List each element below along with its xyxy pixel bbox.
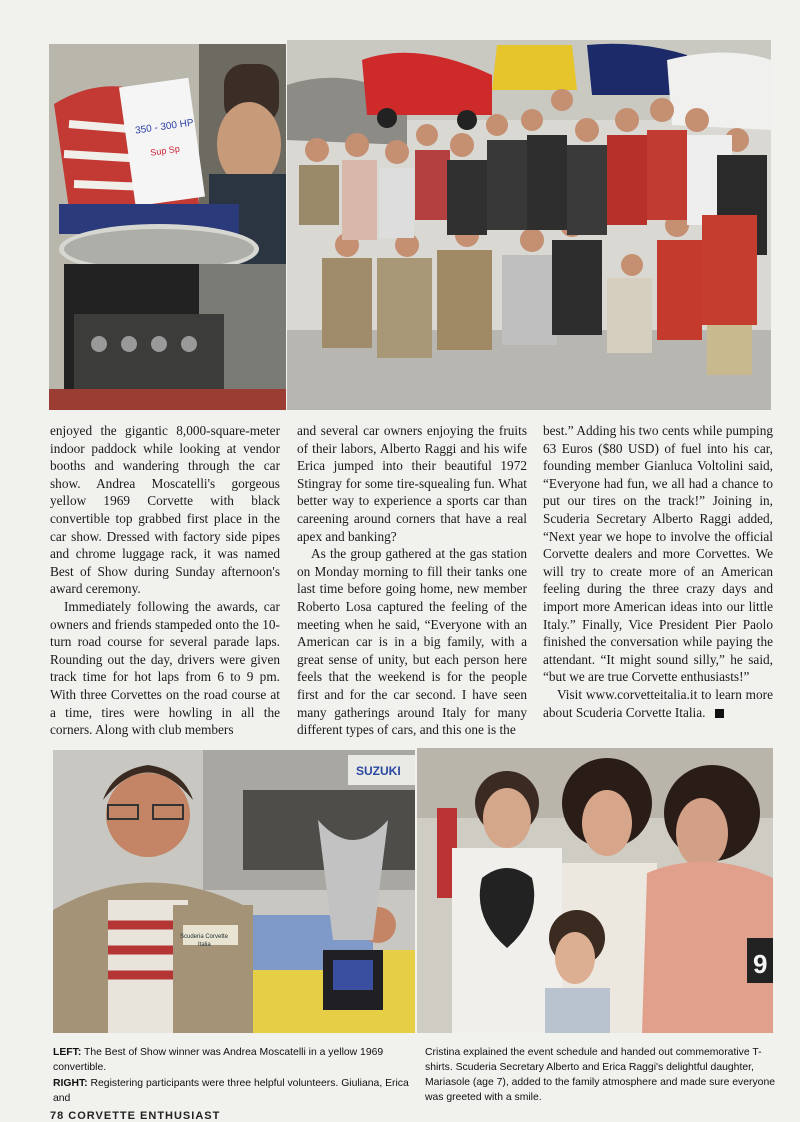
photo-volunteers xyxy=(417,748,773,1033)
vest-logo-sub: Italia xyxy=(198,942,211,948)
suzuki-sign: SUZUKI xyxy=(356,764,401,778)
folio: 78 CORVETTE ENTHUSIAST xyxy=(50,1110,221,1122)
caption-text: Registering participants were three helpful volunteers. Giuliana, Erica and xyxy=(53,1078,409,1104)
jersey-number: 9 xyxy=(753,949,768,979)
article-paragraph: enjoyed the gigantic 8,000-square-meter indoor paddock while looking at vendor booths and wandering through the car show. Andrea Moscatelli's gorgeous yellow 1969 Corvette with black convertible top grabbed first place in the car show. Dressed with factory side pipes and chrome luggage rack, it was named Best of Show during Sunday afternoon's award ceremony. xyxy=(50,423,280,597)
article-paragraph: As the group gathered at the gas station on Monday morning to fill their tanks one last time before going home, new member Roberto Losa captured the feeling of the meeting when he said, “Everyone with an American car is in a big family, with a great sense of unity, but each person here feels that the weekend is for the people first and for the car second. I have seen many gatherings around Italy for many different types of cars, and this one is the xyxy=(297,546,527,738)
photo-engine xyxy=(49,44,286,410)
photo-group xyxy=(287,40,771,410)
caption-text: The Best of Show winner was Andrea Moscatelli in a yellow 1969 convertible. xyxy=(53,1047,384,1073)
article-paragraph: best.” Adding his two cents while pumping 63 Euros ($80 USD) of fuel into his car, founding member Gianluca Voltolini said, “Everyone had fun, we all had a chance to put our tires on the track!” Joining in, Scuderia Secretary Alberto Raggi added, “Next year we hope to involve the official Corvette dealers and more Corvettes. We will try to create more of an American feeling during the three crazy days and import more American ideas into our little Italy.” Finally, Vice President Pier Paolo finished the conversation while paying the attendant. “It might sound silly,” he said, “but we are true Corvette enthusiasts!” xyxy=(543,423,773,685)
article-column-3 xyxy=(543,422,773,721)
photo-best-of-show xyxy=(53,750,415,1033)
caption-label: LEFT: xyxy=(53,1047,82,1058)
caption-right-continued xyxy=(425,1045,775,1105)
article-column-2 xyxy=(297,422,527,739)
article-paragraph: and several car owners enjoying the fruits of their labors, Alberto Raggi and his wife Erica jumped into their beautiful 1972 Stingray for some tire-squealing fun. What better way to experience a sports car than careening around corners that have a real apex and banking? xyxy=(297,423,527,544)
caption-left xyxy=(53,1045,415,1075)
sign-subtext: Sup Sp xyxy=(149,143,181,158)
article-paragraph: Immediately following the awards, car owners and friends stampeded onto the 10-turn road course for several parade laps. Rounding out the day, drivers were given track time for hot laps from 6 to 9 pm. With three Corvettes on the road course at a time, tires were howling in all the corners. Along with club members xyxy=(50,598,280,738)
sign-text: 350 - 300 HP xyxy=(134,117,195,137)
article-paragraph: Visit www.corvetteitalia.it to learn more about Scuderia Corvette Italia. xyxy=(543,686,773,720)
article-column-1 xyxy=(50,422,280,739)
caption-right xyxy=(53,1076,415,1106)
vest-logo: Scuderia Corvette xyxy=(180,934,229,940)
caption-label: RIGHT: xyxy=(53,1078,88,1089)
caption-text: Cristina explained the event schedule and handed out commemorative T-shirts. Scuderia Secretary Alberto and Erica Raggi's delightful daughter, Mariasole (age 7), added to the family atmosphere and made sure everyone was greeted with a smile. xyxy=(425,1047,776,1103)
end-mark-icon xyxy=(715,709,724,718)
